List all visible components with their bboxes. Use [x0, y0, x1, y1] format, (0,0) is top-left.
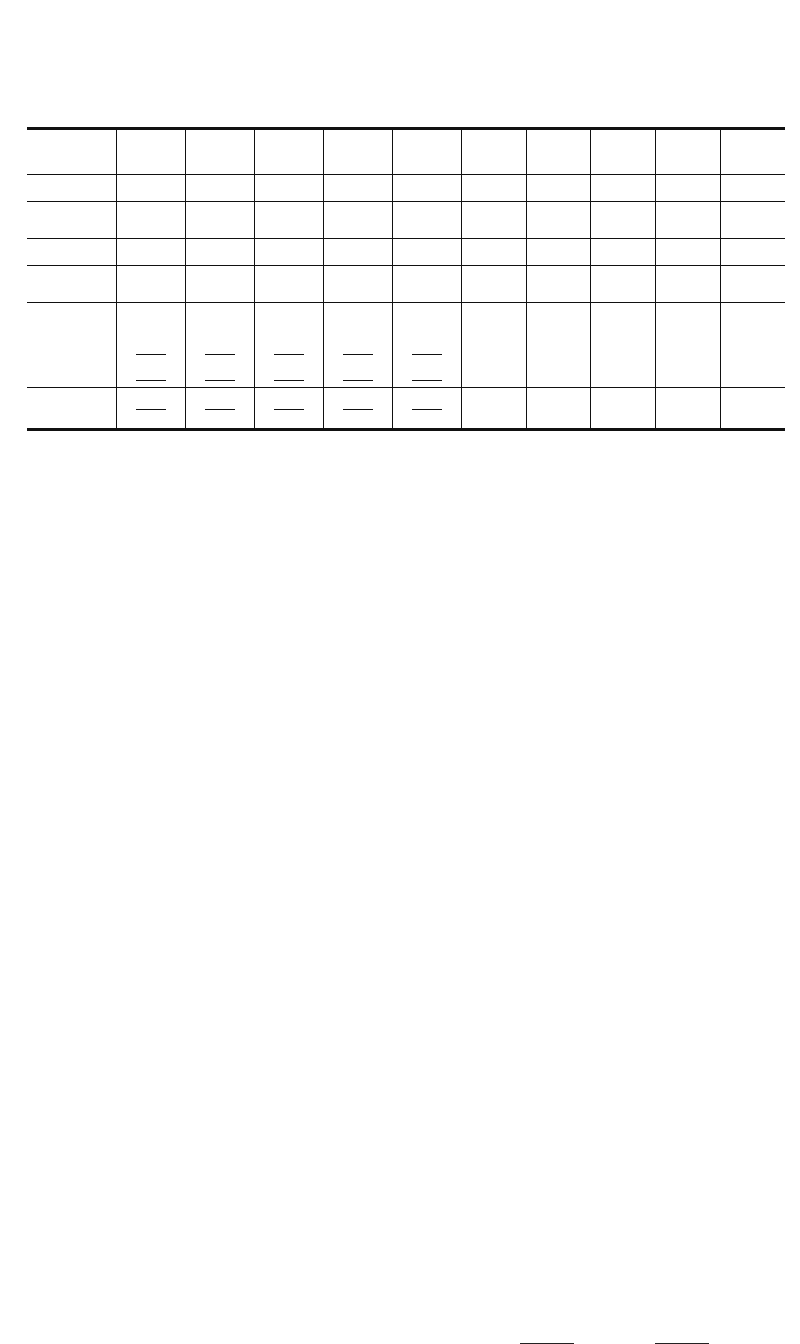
table-cell — [323, 266, 392, 303]
year-1956 — [591, 129, 656, 175]
year-1954 — [461, 129, 526, 175]
table-cell — [255, 202, 324, 239]
table-cell — [392, 202, 461, 239]
year-header — [27, 129, 117, 175]
year-1950 — [186, 129, 255, 175]
table-cell — [117, 202, 186, 239]
table-cell — [656, 266, 721, 303]
table-cell — [255, 266, 324, 303]
table-cell — [591, 388, 656, 430]
table-cell — [526, 361, 591, 388]
empty-dash-cell — [186, 388, 255, 430]
empty-dash-cell — [323, 345, 392, 361]
patients-group-label — [27, 303, 117, 328]
year-1957 — [656, 129, 721, 175]
hospital-car-table — [27, 127, 785, 431]
table-cell — [186, 202, 255, 239]
year-1955 — [526, 129, 591, 175]
year-1949 — [117, 129, 186, 175]
year-1958 — [721, 129, 785, 175]
patients-group-label-2 — [27, 327, 117, 345]
table-cell — [721, 361, 785, 388]
year-1951 — [255, 129, 324, 175]
journeys-group-label — [27, 239, 117, 266]
table-cell — [591, 266, 656, 303]
table-cell — [117, 266, 186, 303]
total-label — [27, 266, 117, 303]
miles-group-row — [27, 175, 785, 202]
empty-dash-cell — [392, 388, 461, 430]
table-cell — [526, 345, 591, 361]
empty-dash-cell — [186, 361, 255, 388]
table-cell — [461, 388, 526, 430]
table-cell — [656, 361, 721, 388]
table-cell — [591, 202, 656, 239]
empty-dash-cell — [392, 345, 461, 361]
table-cell — [656, 388, 721, 430]
total-label — [27, 202, 117, 239]
row-label — [27, 361, 117, 388]
table-cell — [721, 345, 785, 361]
empty-dash-cell — [117, 388, 186, 430]
empty-dash-cell — [392, 361, 461, 388]
patients-total-row — [27, 388, 785, 430]
table-cell — [656, 202, 721, 239]
table-row — [27, 345, 785, 361]
table-header-row — [27, 129, 785, 175]
table-cell — [721, 266, 785, 303]
miles-total-row — [27, 202, 785, 239]
empty-dash-cell — [186, 345, 255, 361]
empty-dash-cell — [255, 361, 324, 388]
empty-dash-cell — [117, 345, 186, 361]
table-cell — [461, 345, 526, 361]
journeys-group-row — [27, 239, 785, 266]
patients-group-row-2 — [27, 327, 785, 345]
table-cell — [392, 266, 461, 303]
row-label — [27, 345, 117, 361]
table-row — [27, 361, 785, 388]
table-cell — [591, 345, 656, 361]
year-1952 — [323, 129, 392, 175]
empty-dash-cell — [255, 388, 324, 430]
table-cell — [526, 388, 591, 430]
patients-group-row — [27, 303, 785, 328]
table-cell — [461, 266, 526, 303]
table-cell — [656, 345, 721, 361]
empty-dash-cell — [255, 345, 324, 361]
table-cell — [591, 361, 656, 388]
table-cell — [461, 361, 526, 388]
journeys-total-row — [27, 266, 785, 303]
table-cell — [526, 266, 591, 303]
empty-dash-cell — [323, 361, 392, 388]
table-cell — [186, 266, 255, 303]
empty-dash-cell — [117, 361, 186, 388]
table-cell — [323, 202, 392, 239]
table-cell — [721, 202, 785, 239]
total-label — [27, 388, 117, 430]
empty-dash-cell — [323, 388, 392, 430]
year-1953 — [392, 129, 461, 175]
table-cell — [721, 388, 785, 430]
table-cell — [461, 202, 526, 239]
miles-group-label — [27, 175, 117, 202]
table-cell — [526, 202, 591, 239]
